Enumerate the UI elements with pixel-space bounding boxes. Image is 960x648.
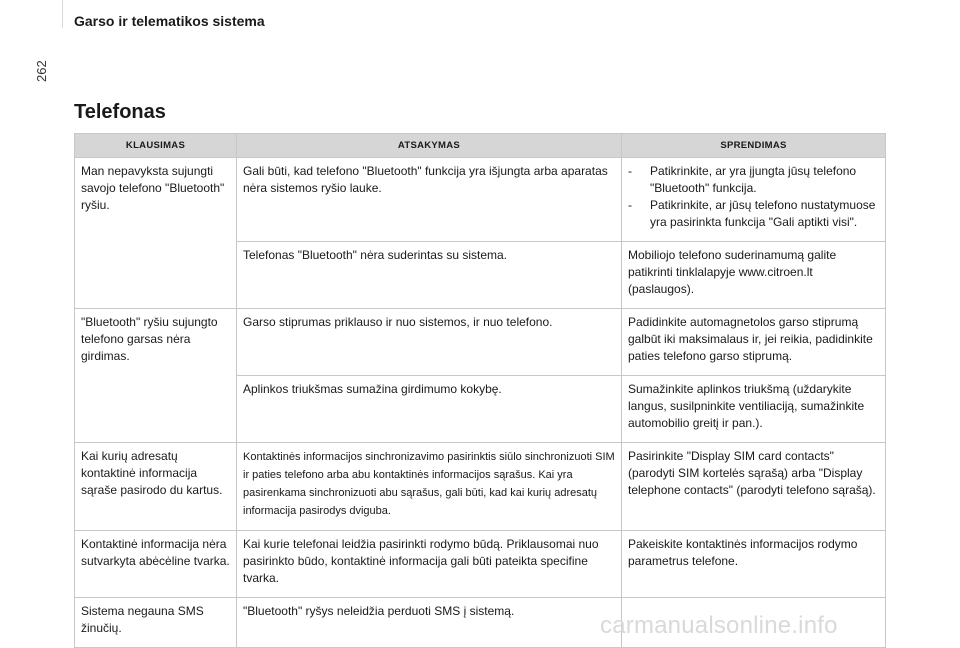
watermark: carmanualsonline.info <box>600 612 838 639</box>
answer-cell: Gali būti, kad telefono "Bluetooth" funkcija yra išjungta arba aparatas nėra sistemos ryšio lauke. <box>237 158 622 242</box>
table-row <box>75 443 886 531</box>
header-divider <box>62 0 63 28</box>
troubleshooting-table <box>74 133 886 648</box>
question-cell: Sistema negauna SMS žinučių. <box>75 598 237 648</box>
page-heading: Telefonas <box>74 101 166 123</box>
question-cell: "Bluetooth" ryšiu sujungto telefono garsas nėra girdimas. <box>75 309 237 443</box>
table-header-row <box>75 134 886 158</box>
section-title: Garso ir telematikos sistema <box>74 13 265 29</box>
solution-cell: Sumažinkite aplinkos triukšmą (uždarykite langus, susilpninkite ventiliaciją, sumažinkite automobilio greitį ir pan.). <box>622 376 886 443</box>
column-header-answer: ATSAKYMAS <box>237 134 622 158</box>
solution-cell: Padidinkite automagnetolos garso stiprumą galbūt iki maksimalaus ir, jei reikia, padidinkite paties telefono garso stiprumą. <box>622 309 886 376</box>
answer-cell: "Bluetooth" ryšys neleidžia perduoti SMS į sistemą. <box>237 598 622 648</box>
table-row <box>75 158 886 242</box>
answer-cell: Garso stiprumas priklauso ir nuo sistemos, ir nuo telefono. <box>237 309 622 376</box>
answer-cell: Telefonas "Bluetooth" nėra suderintas su sistema. <box>237 242 622 309</box>
page-number: 262 <box>34 60 49 82</box>
solution-list-item: - Patikrinkite, ar yra įjungta jūsų telefono "Bluetooth" funkcija. <box>628 163 879 197</box>
table-row <box>75 309 886 376</box>
solution-cell: Pakeiskite kontaktinės informacijos rodymo parametrus telefone. <box>622 531 886 598</box>
solution-cell: Pasirinkite "Display SIM card contacts" (parodyti SIM kortelės sąrašą) arba "Display telephone contacts" (parodyti telefono sąrašą). <box>622 443 886 531</box>
answer-cell: Kai kurie telefonai leidžia pasirinkti rodymo būdą. Priklausomai nuo pasirinkto būdo, kontaktinė informacija gali būti pateikta specifine tvarka. <box>237 531 622 598</box>
answer-cell: Aplinkos triukšmas sumažina girdimumo kokybę. <box>237 376 622 443</box>
question-cell: Kontaktinė informacija nėra sutvarkyta abėcėline tvarka. <box>75 531 237 598</box>
column-header-solution: SPRENDIMAS <box>622 134 886 158</box>
question-cell: Man nepavyksta sujungti savojo telefono "Bluetooth" ryšiu. <box>75 158 237 309</box>
table-row <box>75 531 886 598</box>
answer-cell: Kontaktinės informacijos sinchronizavimo pasirinktis siūlo sinchronizuoti SIM ir paties telefono arba abu kontaktinės informacijos sąrašus. Kai yra pasirenkama sinchronizuoti abu sąrašus, gali būti, kad kai kurių adresatų informacija pasirodys dviguba. <box>237 443 622 531</box>
column-header-question: KLAUSIMAS <box>75 134 237 158</box>
question-cell: Kai kurių adresatų kontaktinė informacija sąraše pasirodo du kartus. <box>75 443 237 531</box>
solution-cell: Mobiliojo telefono suderinamumą galite patikrinti tinklalapyje www.citroen.lt (paslaugos). <box>622 242 886 309</box>
solution-list-item: - Patikrinkite, ar jūsų telefono nustatymuose yra pasirinkta funkcija "Gali aptikti visi". <box>628 197 879 231</box>
solution-cell <box>622 158 886 242</box>
solution-list <box>628 163 879 231</box>
